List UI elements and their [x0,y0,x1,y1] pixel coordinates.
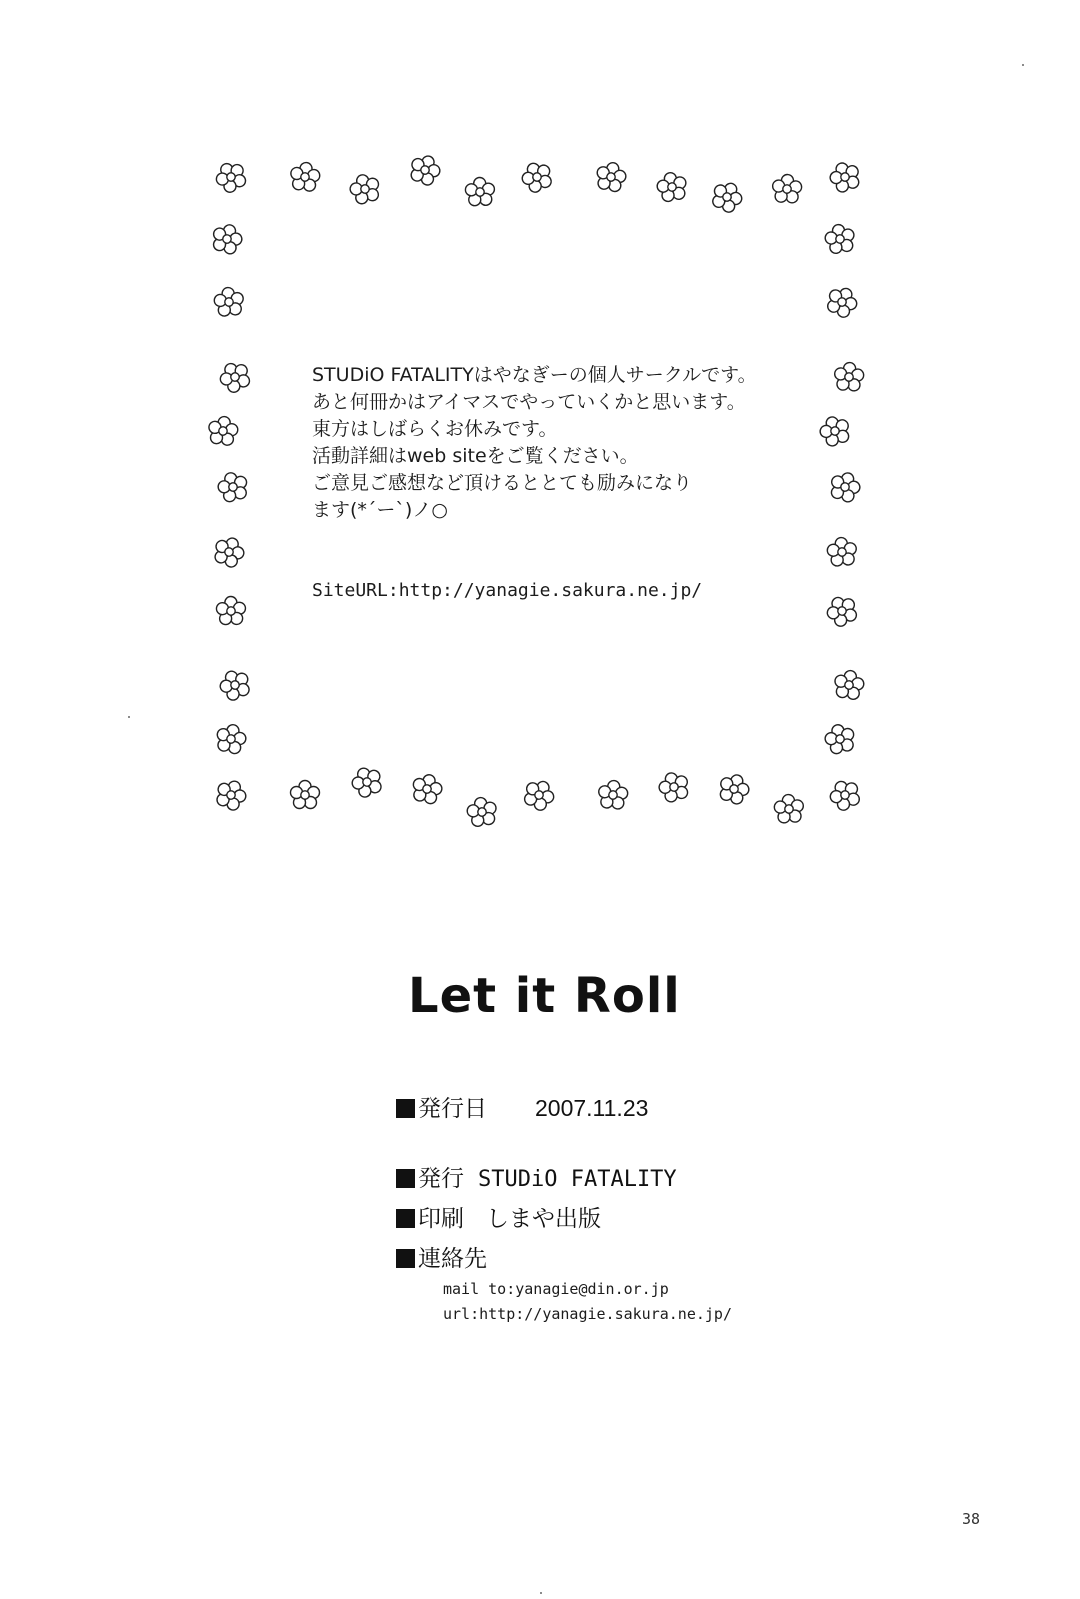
flower-icon [516,772,562,818]
flower-icon [831,359,867,395]
paper-speck [540,1592,542,1594]
flower-icon [462,174,497,209]
paper-speck [128,716,130,718]
book-title: Let it Roll [408,968,681,1024]
page-number: 38 [962,1510,981,1528]
bullet-square-icon [396,1249,415,1268]
contact-label: 連絡先 [418,1246,487,1272]
message-line: ます(*´ー`)ノ○ [312,499,448,521]
printer-value: しまや出版 [486,1206,601,1232]
flower-icon [652,167,692,207]
flower-icon [830,666,869,705]
flower-icon [204,412,242,450]
circle-message [312,362,832,524]
paper-speck [1022,64,1024,66]
flower-icon [771,791,807,827]
bullet-square-icon [396,1099,415,1118]
colophon-printer-row [396,1200,601,1233]
flower-icon [345,760,390,805]
flower-icon [406,768,447,809]
flower-icon [595,777,632,814]
bullet-square-icon [396,1169,415,1188]
colophon-contact-row [396,1240,487,1273]
flower-icon [819,718,860,759]
flower-icon [344,168,386,210]
flower-icon [819,279,865,325]
message-line: ご意見ご感想など頂けるととても励みになり [312,472,693,494]
flower-icon [712,767,755,810]
date-value: 2007.11.23 [535,1095,649,1121]
bullet-square-icon [396,1209,415,1228]
flower-icon [403,148,447,192]
flower-icon [820,219,859,258]
flower-icon [206,218,248,260]
publisher-value: STUDiO FATALITY [478,1167,677,1192]
flower-icon [514,154,559,199]
flower-icon [288,778,322,812]
flower-icon [822,772,868,818]
flower-icon [214,594,249,629]
flower-icon [207,530,251,574]
message-line: あと何冊かはアイマスでやっていくかと思います。 [312,391,746,413]
colophon-date-row [396,1090,648,1123]
message-line: STUDiO FATALITYはやなぎーの個人サークルです。 [312,364,757,386]
flower-icon [704,174,749,219]
flower-icon [769,171,805,207]
flower-icon [213,663,258,708]
flower-icon [591,157,631,197]
flower-icon [212,466,254,508]
site-url: SiteURL:http://yanagie.sakura.ne.jp/ [312,580,703,601]
printer-label: 印刷 [418,1206,464,1232]
message-line: 活動詳細はweb siteをご覧ください。 [312,445,639,467]
flower-icon [208,154,254,200]
flower-icon [824,534,861,571]
date-label: 発行日 [418,1096,487,1122]
flower-icon [211,719,252,760]
contact-mail: mail to:yanagie@din.or.jp [443,1280,669,1298]
colophon-publisher-row [396,1160,677,1193]
contact-url: url:http://yanagie.sakura.ne.jp/ [443,1305,732,1323]
flower-icon [286,158,324,196]
flower-icon [210,283,247,320]
message-line: 東方はしばらくお休みです。 [312,418,558,440]
flower-icon [209,773,254,818]
flower-icon [653,766,696,809]
publisher-label: 発行 [418,1166,464,1192]
flower-icon [463,793,502,832]
flower-icon [823,155,867,199]
flower-icon [212,354,258,400]
flower-icon [819,588,865,634]
